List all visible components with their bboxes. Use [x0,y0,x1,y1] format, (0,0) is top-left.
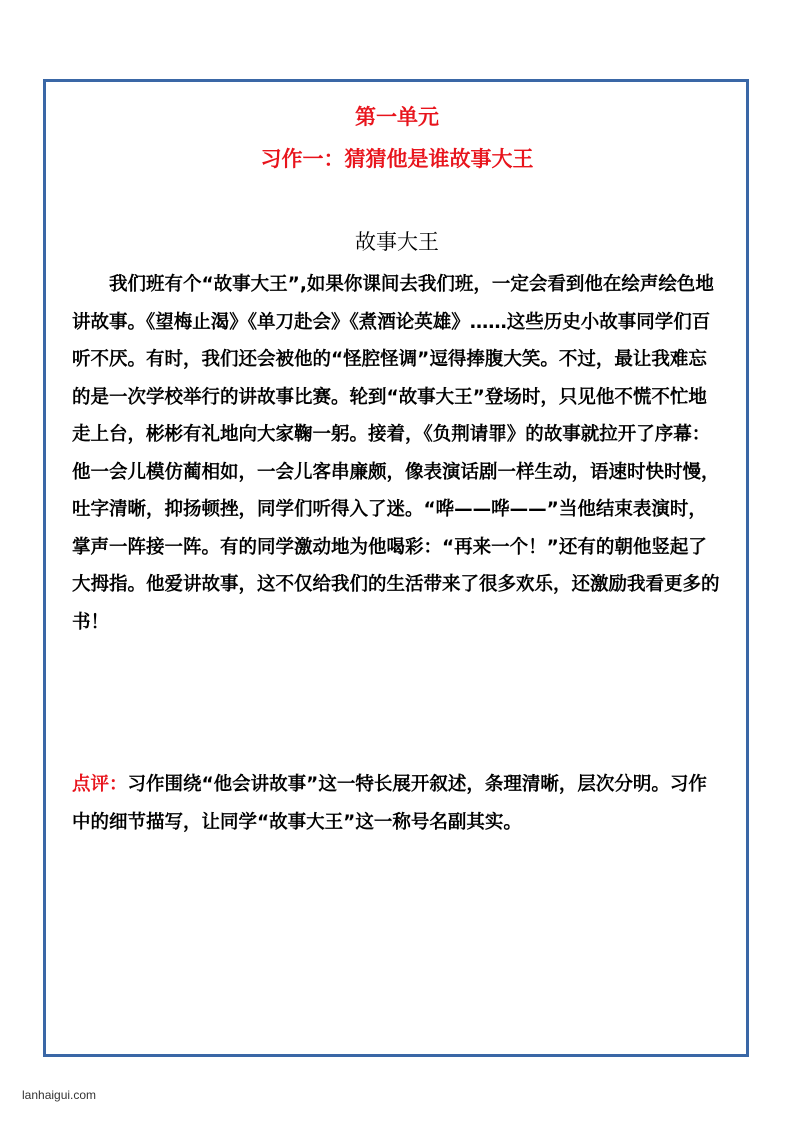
comment-paragraph [72,766,724,841]
comment-label: 点评： [72,774,128,795]
essay-body: 我们班有个“故事大王”,如果你课间去我们班，一定会看到他在绘声绘色地讲故事。《望梅止渴》《单刀赴会》《煮酒论英雄》……这些历史小故事同学们百听不厌。有时，我们还会被他的“怪腔怪调”逗得捧腹大笑。不过，最让我难忘的是一次学校举行的讲故事比赛。轮到“故事大王”登场时，只见他不慌不忙地走上台，彬彬有礼地向大家鞠一躬。接着，《负荆请罪》的故事就拉开了序幕：他一会儿模仿蔺相如，一会儿客串廉颇，像表演话剧一样生动，语速时快时慢，吐字清晰，抑扬顿挫，同学们听得入了迷。“哗——哗——”当他结束表演时，掌声一阵接一阵。有的同学激动地为他喝彩：“再来一个！”还有的朝他竖起了大拇指。他爱讲故事，这不仅给我们的生活带来了很多欢乐，还激励我看更多的书！ [72,274,720,633]
task-title: 习作一：猜猜他是谁故事大王 [260,147,534,171]
comment-text: 习作围绕“他会讲故事”这一特长展开叙述，条理清晰，层次分明。习作中的细节描写，让同学“故事大王”这一称号名副其实。 [72,774,707,833]
essay-title: 故事大王 [355,230,439,254]
footer-watermark: lanhaigui.com [22,1088,97,1102]
unit-title: 第一单元 [355,105,439,129]
